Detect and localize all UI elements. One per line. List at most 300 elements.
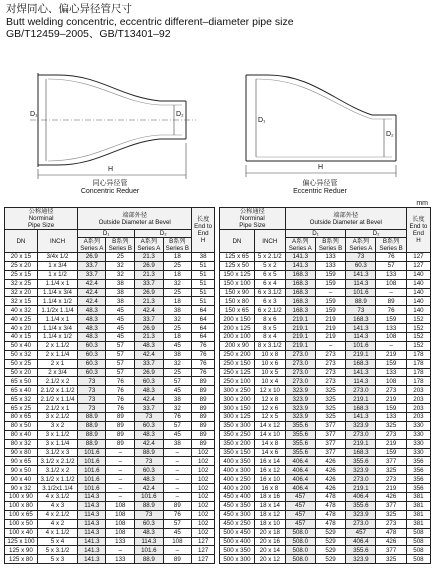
table-cell: 76 [376, 253, 406, 262]
table-cell: 101.6 [78, 448, 106, 457]
table-row [5, 359, 215, 368]
table-cell: – [315, 341, 345, 350]
table-cell: 133 [376, 324, 406, 333]
table-cell: 3 x 2.1/2 [37, 413, 77, 422]
length-header: 长度 End to End H [406, 208, 430, 253]
table-cell: 21.3 [135, 333, 163, 342]
table-cell: 350 x 200 [220, 439, 255, 448]
table-cell: 219 [315, 324, 345, 333]
table-cell: 273 [376, 475, 406, 484]
table-row [5, 519, 215, 528]
table-cell: 60.3 [78, 368, 106, 377]
table-cell: 377 [315, 430, 345, 439]
table-cell: 5 x 2.1/2 [254, 253, 285, 262]
table-cell: – [106, 475, 135, 484]
table-cell: 33.7 [78, 261, 106, 270]
table-cell: 457 [285, 519, 315, 528]
table-cell: 25 [163, 261, 192, 270]
table-cell: 168.3 [285, 306, 315, 315]
table-cell: 32 x 15 [5, 297, 38, 306]
table-row [5, 279, 215, 288]
table-row [5, 537, 215, 546]
table-cell: 381 [406, 501, 430, 510]
table-row [5, 324, 215, 333]
table-row [5, 493, 215, 502]
table-cell: 60.3 [135, 466, 163, 475]
table-row [220, 439, 431, 448]
table-cell: 203 [406, 404, 430, 413]
table-cell: 381 [406, 519, 430, 528]
table-row [220, 466, 431, 475]
table-cell: 57 [106, 368, 135, 377]
table-cell: 150 x 125 [220, 270, 255, 279]
table-row [5, 475, 215, 484]
table-cell: 6 x 2.1/2 [254, 306, 285, 315]
table-cell: 21.3 [135, 297, 163, 306]
table-cell: 529 [315, 537, 345, 546]
table-row [220, 279, 431, 288]
table-cell: 250 x 150 [220, 359, 255, 368]
table-cell: 377 [376, 501, 406, 510]
table-cell: 127 [192, 555, 215, 564]
table-cell: 40 x 25 [5, 315, 38, 324]
table-row [220, 448, 431, 457]
table-cell: 125 x 50 [220, 261, 255, 270]
table-cell: 65 x 40 [5, 386, 38, 395]
table-row [5, 555, 215, 564]
table-cell: 125 x 65 [220, 253, 255, 262]
d1-series-a-header: A系列 Series A [285, 238, 315, 253]
table-cell: 478 [315, 510, 345, 519]
table-cell: – [376, 341, 406, 350]
table-cell: 273 [315, 350, 345, 359]
table-cell: – [106, 493, 135, 502]
table-cell: 25 x 20 [5, 261, 38, 270]
table-cell: 108 [106, 501, 135, 510]
table-cell: 57 [106, 359, 135, 368]
table-cell: 20 x 15 [5, 253, 38, 262]
table-cell: 18 x 12 [254, 510, 285, 519]
table-cell: – [163, 448, 192, 457]
table-cell: 140 [406, 288, 430, 297]
table-cell: 108 [376, 377, 406, 386]
table-cell: 80 x 40 [5, 430, 38, 439]
table-cell: 325 [376, 421, 406, 430]
table-cell: 159 [376, 404, 406, 413]
table-cell: 500 x 300 [220, 555, 255, 564]
table-cell: 80 x 50 [5, 421, 38, 430]
table-cell: 89 [106, 439, 135, 448]
table-cell: 152 [406, 341, 430, 350]
table-cell: 355.6 [285, 421, 315, 430]
table-cell: 5 x 3.1/2 [37, 546, 77, 555]
table-row [220, 457, 431, 466]
table-cell: – [376, 288, 406, 297]
table-cell: 6 x 5 [254, 270, 285, 279]
table-cell: 325 [315, 413, 345, 422]
table-row [5, 413, 215, 422]
table-cell: 114.3 [346, 333, 376, 342]
table-cell: 127 [192, 546, 215, 555]
table-cell: 133 [315, 253, 345, 262]
table-cell: 426 [315, 457, 345, 466]
table-cell: 125 x 90 [5, 546, 38, 555]
table-cell: 76 [192, 350, 215, 359]
table-cell: 330 [406, 439, 430, 448]
table-row [220, 333, 431, 342]
table-row [220, 519, 431, 528]
table-cell: 273 [315, 368, 345, 377]
table-cell: 60.3 [78, 350, 106, 359]
concentric-d1-label: D₁ [30, 111, 38, 118]
table-cell: 89 [163, 501, 192, 510]
table-cell: 4 x 2.1/2 [37, 510, 77, 519]
table-cell: 159 [315, 297, 345, 306]
table-cell: 178 [406, 377, 430, 386]
table-cell: 273.0 [285, 368, 315, 377]
table-cell: 152 [406, 315, 430, 324]
table-cell: 377 [376, 457, 406, 466]
table-cell: 64 [192, 333, 215, 342]
table-cell: 38 [163, 350, 192, 359]
d2-header: D₂ [346, 230, 407, 238]
table-cell: 57 [163, 421, 192, 430]
table-cell: 300 x 200 [220, 395, 255, 404]
table-cell: 102 [192, 448, 215, 457]
table-row [5, 430, 215, 439]
table-cell: 273.0 [285, 359, 315, 368]
table-cell: 88.9 [78, 413, 106, 422]
table-cell: 16 x 8 [254, 484, 285, 493]
table-cell: 323.9 [346, 466, 376, 475]
table-cell: 45 [106, 324, 135, 333]
table-cell: 426 [376, 537, 406, 546]
table-cell: 76 [192, 368, 215, 377]
concentric-reducer-drawing [30, 73, 196, 179]
table-cell: 101.6 [135, 493, 163, 502]
size-table-left-body [5, 253, 215, 564]
table-cell: 76 [163, 413, 192, 422]
table-cell: 102 [192, 493, 215, 502]
d2-series-a-header: A系列 Series A [135, 238, 163, 253]
table-cell: 200 x 125 [220, 324, 255, 333]
table-cell: 12 x 6 [254, 404, 285, 413]
eccentric-h-label: H [318, 164, 324, 171]
d1-series-b-header: B系列 Series B [315, 238, 345, 253]
table-cell: 323.9 [346, 421, 376, 430]
table-cell: 273.0 [346, 475, 376, 484]
table-cell: 159 [376, 448, 406, 457]
table-cell: 377 [315, 439, 345, 448]
table-cell: 51 [192, 297, 215, 306]
table-cell: 25 [163, 368, 192, 377]
table-cell: – [163, 546, 192, 555]
table-cell: 73 [135, 457, 163, 466]
table-row [220, 359, 431, 368]
table-row [5, 546, 215, 555]
table-cell: 51 [192, 279, 215, 288]
eccentric-caption: 偏心异径管 Eccentric Reduer [293, 180, 347, 195]
table-cell: 273.0 [346, 519, 376, 528]
table-cell: 457 [285, 501, 315, 510]
table-cell: – [163, 466, 192, 475]
table-cell: 42.4 [78, 279, 106, 288]
table-cell: 102 [192, 528, 215, 537]
table-cell: 355.6 [285, 430, 315, 439]
table-cell: 350 x 250 [220, 430, 255, 439]
table-row [220, 546, 431, 555]
table-cell: 102 [192, 475, 215, 484]
table-cell: 478 [376, 528, 406, 537]
table-cell: 60.3 [135, 377, 163, 386]
table-cell: 100 x 40 [5, 528, 38, 537]
table-row [5, 457, 215, 466]
table-cell: 114.3 [78, 493, 106, 502]
table-cell: 3.1/2x1.1/4 [37, 484, 77, 493]
table-cell: 168.3 [285, 297, 315, 306]
table-cell: 1.1/4 x 1/2 [37, 333, 77, 342]
table-cell: 101.6 [78, 466, 106, 475]
table-cell: 355.6 [346, 546, 376, 555]
table-cell: 168.3 [346, 448, 376, 457]
table-cell: 3.1/2 x 1.1/2 [37, 475, 77, 484]
d2-header: D₂ [135, 230, 192, 238]
table-cell: 356 [406, 457, 430, 466]
table-row [5, 439, 215, 448]
table-cell: 377 [376, 546, 406, 555]
table-cell: 76 [106, 377, 135, 386]
table-cell: 8 x 4 [254, 333, 285, 342]
table-cell: 12 x 10 [254, 386, 285, 395]
table-cell: 32 [163, 404, 192, 413]
table-cell: 18 x 16 [254, 493, 285, 502]
table-cell: 90 x 65 [5, 457, 38, 466]
size-table-right-body [220, 253, 431, 564]
table-cell: 141.3 [346, 270, 376, 279]
table-cell: 45 [163, 528, 192, 537]
table-cell: 14 x 6 [254, 448, 285, 457]
table-row [220, 510, 431, 519]
table-cell: 2 x 3/4 [37, 368, 77, 377]
table-row [220, 253, 431, 262]
table-cell: 141.3 [285, 261, 315, 270]
table-cell: 16 x 14 [254, 457, 285, 466]
table-cell: 102 [192, 466, 215, 475]
table-cell: 50 x 20 [5, 368, 38, 377]
table-cell: 8 x 5 [254, 324, 285, 333]
table-cell: 323.9 [346, 510, 376, 519]
table-cell: 33.7 [135, 359, 163, 368]
table-cell: 273.0 [346, 386, 376, 395]
table-cell: 140 [406, 297, 430, 306]
table-cell: 80 x 32 [5, 439, 38, 448]
table-cell: 377 [315, 448, 345, 457]
table-cell: 141.3 [346, 368, 376, 377]
table-cell: 377 [315, 421, 345, 430]
reducer-drawings [0, 45, 434, 195]
table-cell: 400 x 250 [220, 475, 255, 484]
table-row [5, 377, 215, 386]
table-cell: 159 [376, 359, 406, 368]
table-cell: 48.3 [135, 430, 163, 439]
table-row [5, 466, 215, 475]
table-cell: 73 [78, 395, 106, 404]
table-cell: 323.9 [346, 555, 376, 564]
table-cell: 450 x 250 [220, 519, 255, 528]
table-row [220, 350, 431, 359]
table-cell: 1 x 3/4 [37, 261, 77, 270]
table-cell: 168.3 [285, 270, 315, 279]
table-cell: 100 x 90 [5, 493, 38, 502]
table-row [5, 404, 215, 413]
table-cell: 101.6 [78, 475, 106, 484]
table-cell: 350 x 300 [220, 421, 255, 430]
table-row [220, 421, 431, 430]
table-cell: 219.1 [285, 333, 315, 342]
reducer-diagrams [0, 45, 434, 195]
table-cell: 381 [406, 493, 430, 502]
table-cell: 108 [106, 519, 135, 528]
table-cell: 18 [163, 297, 192, 306]
table-cell: 8 x 6 [254, 315, 285, 324]
table-cell: 32 [163, 279, 192, 288]
table-cell: 21.3 [135, 253, 163, 262]
table-cell: 127 [406, 253, 430, 262]
table-cell: 18 [163, 253, 192, 262]
table-cell: 5 x 2 [254, 261, 285, 270]
table-cell: 457 [285, 510, 315, 519]
nominal-header: 公称通径 Norminal Pipe Size [220, 208, 286, 230]
table-cell: 89 [192, 404, 215, 413]
table-cell: 159 [315, 306, 345, 315]
table-row [220, 315, 431, 324]
table-cell: 20 x 18 [254, 528, 285, 537]
table-cell: 219 [315, 315, 345, 324]
table-cell: 89 [106, 430, 135, 439]
table-cell: 478 [315, 493, 345, 502]
table-cell: 140 [406, 279, 430, 288]
table-row [5, 315, 215, 324]
table-cell: 406.4 [285, 475, 315, 484]
table-cell: 101.6 [346, 341, 376, 350]
table-cell: 89 [106, 413, 135, 422]
table-cell: 89 [163, 555, 192, 564]
table-cell: 64 [192, 306, 215, 315]
table-cell: 250 x 100 [220, 377, 255, 386]
table-cell: 3.1/2 x 2 [37, 466, 77, 475]
table-cell: 114.3 [135, 537, 163, 546]
table-cell: 18 [163, 270, 192, 279]
table-cell: 60.3 [135, 519, 163, 528]
table-cell: 42.4 [135, 306, 163, 315]
table-row [220, 555, 431, 564]
table-cell: 76 [163, 510, 192, 519]
table-cell: 273 [376, 386, 406, 395]
table-cell: 178 [406, 359, 430, 368]
table-cell: 48.3 [135, 341, 163, 350]
concentric-d2-label: D₂ [176, 111, 184, 118]
table-cell: 14 x 8 [254, 439, 285, 448]
table-cell: 1.1/4 x 3/4 [37, 288, 77, 297]
table-cell: 500 x 450 [220, 528, 255, 537]
table-cell: 250 x 125 [220, 368, 255, 377]
table-cell: 16 x 12 [254, 466, 285, 475]
table-cell: 5 x 4 [37, 537, 77, 546]
table-row [220, 324, 431, 333]
table-cell: 88.9 [135, 555, 163, 564]
table-cell: 150 x 100 [220, 279, 255, 288]
table-cell: 508.0 [285, 546, 315, 555]
table-cell: 200 x 100 [220, 333, 255, 342]
table-cell: 3.1/2 x 2.1/2 [37, 457, 77, 466]
table-cell: 10 x 8 [254, 350, 285, 359]
table-cell: 2 x 1 [37, 359, 77, 368]
table-row [220, 306, 431, 315]
table-cell: 73 [135, 413, 163, 422]
table-cell: 25 [163, 324, 192, 333]
table-cell: 450 x 300 [220, 510, 255, 519]
table-cell: 73 [78, 377, 106, 386]
table-cell: 48.3 [78, 315, 106, 324]
table-cell: 12 x 8 [254, 395, 285, 404]
table-cell: 88.9 [78, 421, 106, 430]
table-cell: 89 [106, 421, 135, 430]
table-cell: 20 x 12 [254, 555, 285, 564]
table-cell: 150 x 65 [220, 306, 255, 315]
table-cell: 159 [315, 270, 345, 279]
table-row [220, 368, 431, 377]
table-cell: 168.3 [346, 359, 376, 368]
table-cell: 89 [192, 377, 215, 386]
table-cell: 500 x 400 [220, 537, 255, 546]
dn-header: DN [220, 230, 255, 253]
table-cell: 90 x 80 [5, 448, 38, 457]
table-cell: 133 [376, 413, 406, 422]
eccentric-reducer-drawing [246, 75, 396, 177]
table-cell: 26.9 [135, 324, 163, 333]
table-row [220, 261, 431, 270]
table-cell: 60.3 [78, 359, 106, 368]
table-cell: 76 [376, 306, 406, 315]
d1-series-b-header: B系列 Series B [106, 238, 135, 253]
table-cell: 300 x 250 [220, 386, 255, 395]
table-cell: 50 x 25 [5, 359, 38, 368]
table-cell: – [106, 466, 135, 475]
table-cell: 406.4 [285, 457, 315, 466]
table-cell: 3/4x 1/2 [37, 253, 77, 262]
table-cell: 48.3 [135, 386, 163, 395]
table-cell: 450 x 400 [220, 493, 255, 502]
table-cell: 400 x 350 [220, 457, 255, 466]
table-cell: – [163, 484, 192, 493]
table-cell: 219.1 [285, 315, 315, 324]
table-cell: 21.3 [135, 270, 163, 279]
table-cell: 168.3 [346, 404, 376, 413]
table-cell: 140 [406, 306, 430, 315]
table-cell: 114.3 [346, 279, 376, 288]
table-cell: 2.1/2 x 2 [37, 377, 77, 386]
length-header: 长度 End to End H [192, 208, 215, 253]
title-cn: 对焊同心、偏心异径管尺寸 [6, 3, 132, 15]
table-cell: 219.1 [346, 484, 376, 493]
table-row [5, 510, 215, 519]
table-cell: 26.9 [135, 368, 163, 377]
table-cell: 325 [315, 395, 345, 404]
table-cell: 1.1/4 x 3/4 [37, 324, 77, 333]
table-cell: 273 [315, 377, 345, 386]
eccentric-d2-label: D₂ [386, 131, 394, 138]
table-cell: 51 [192, 270, 215, 279]
